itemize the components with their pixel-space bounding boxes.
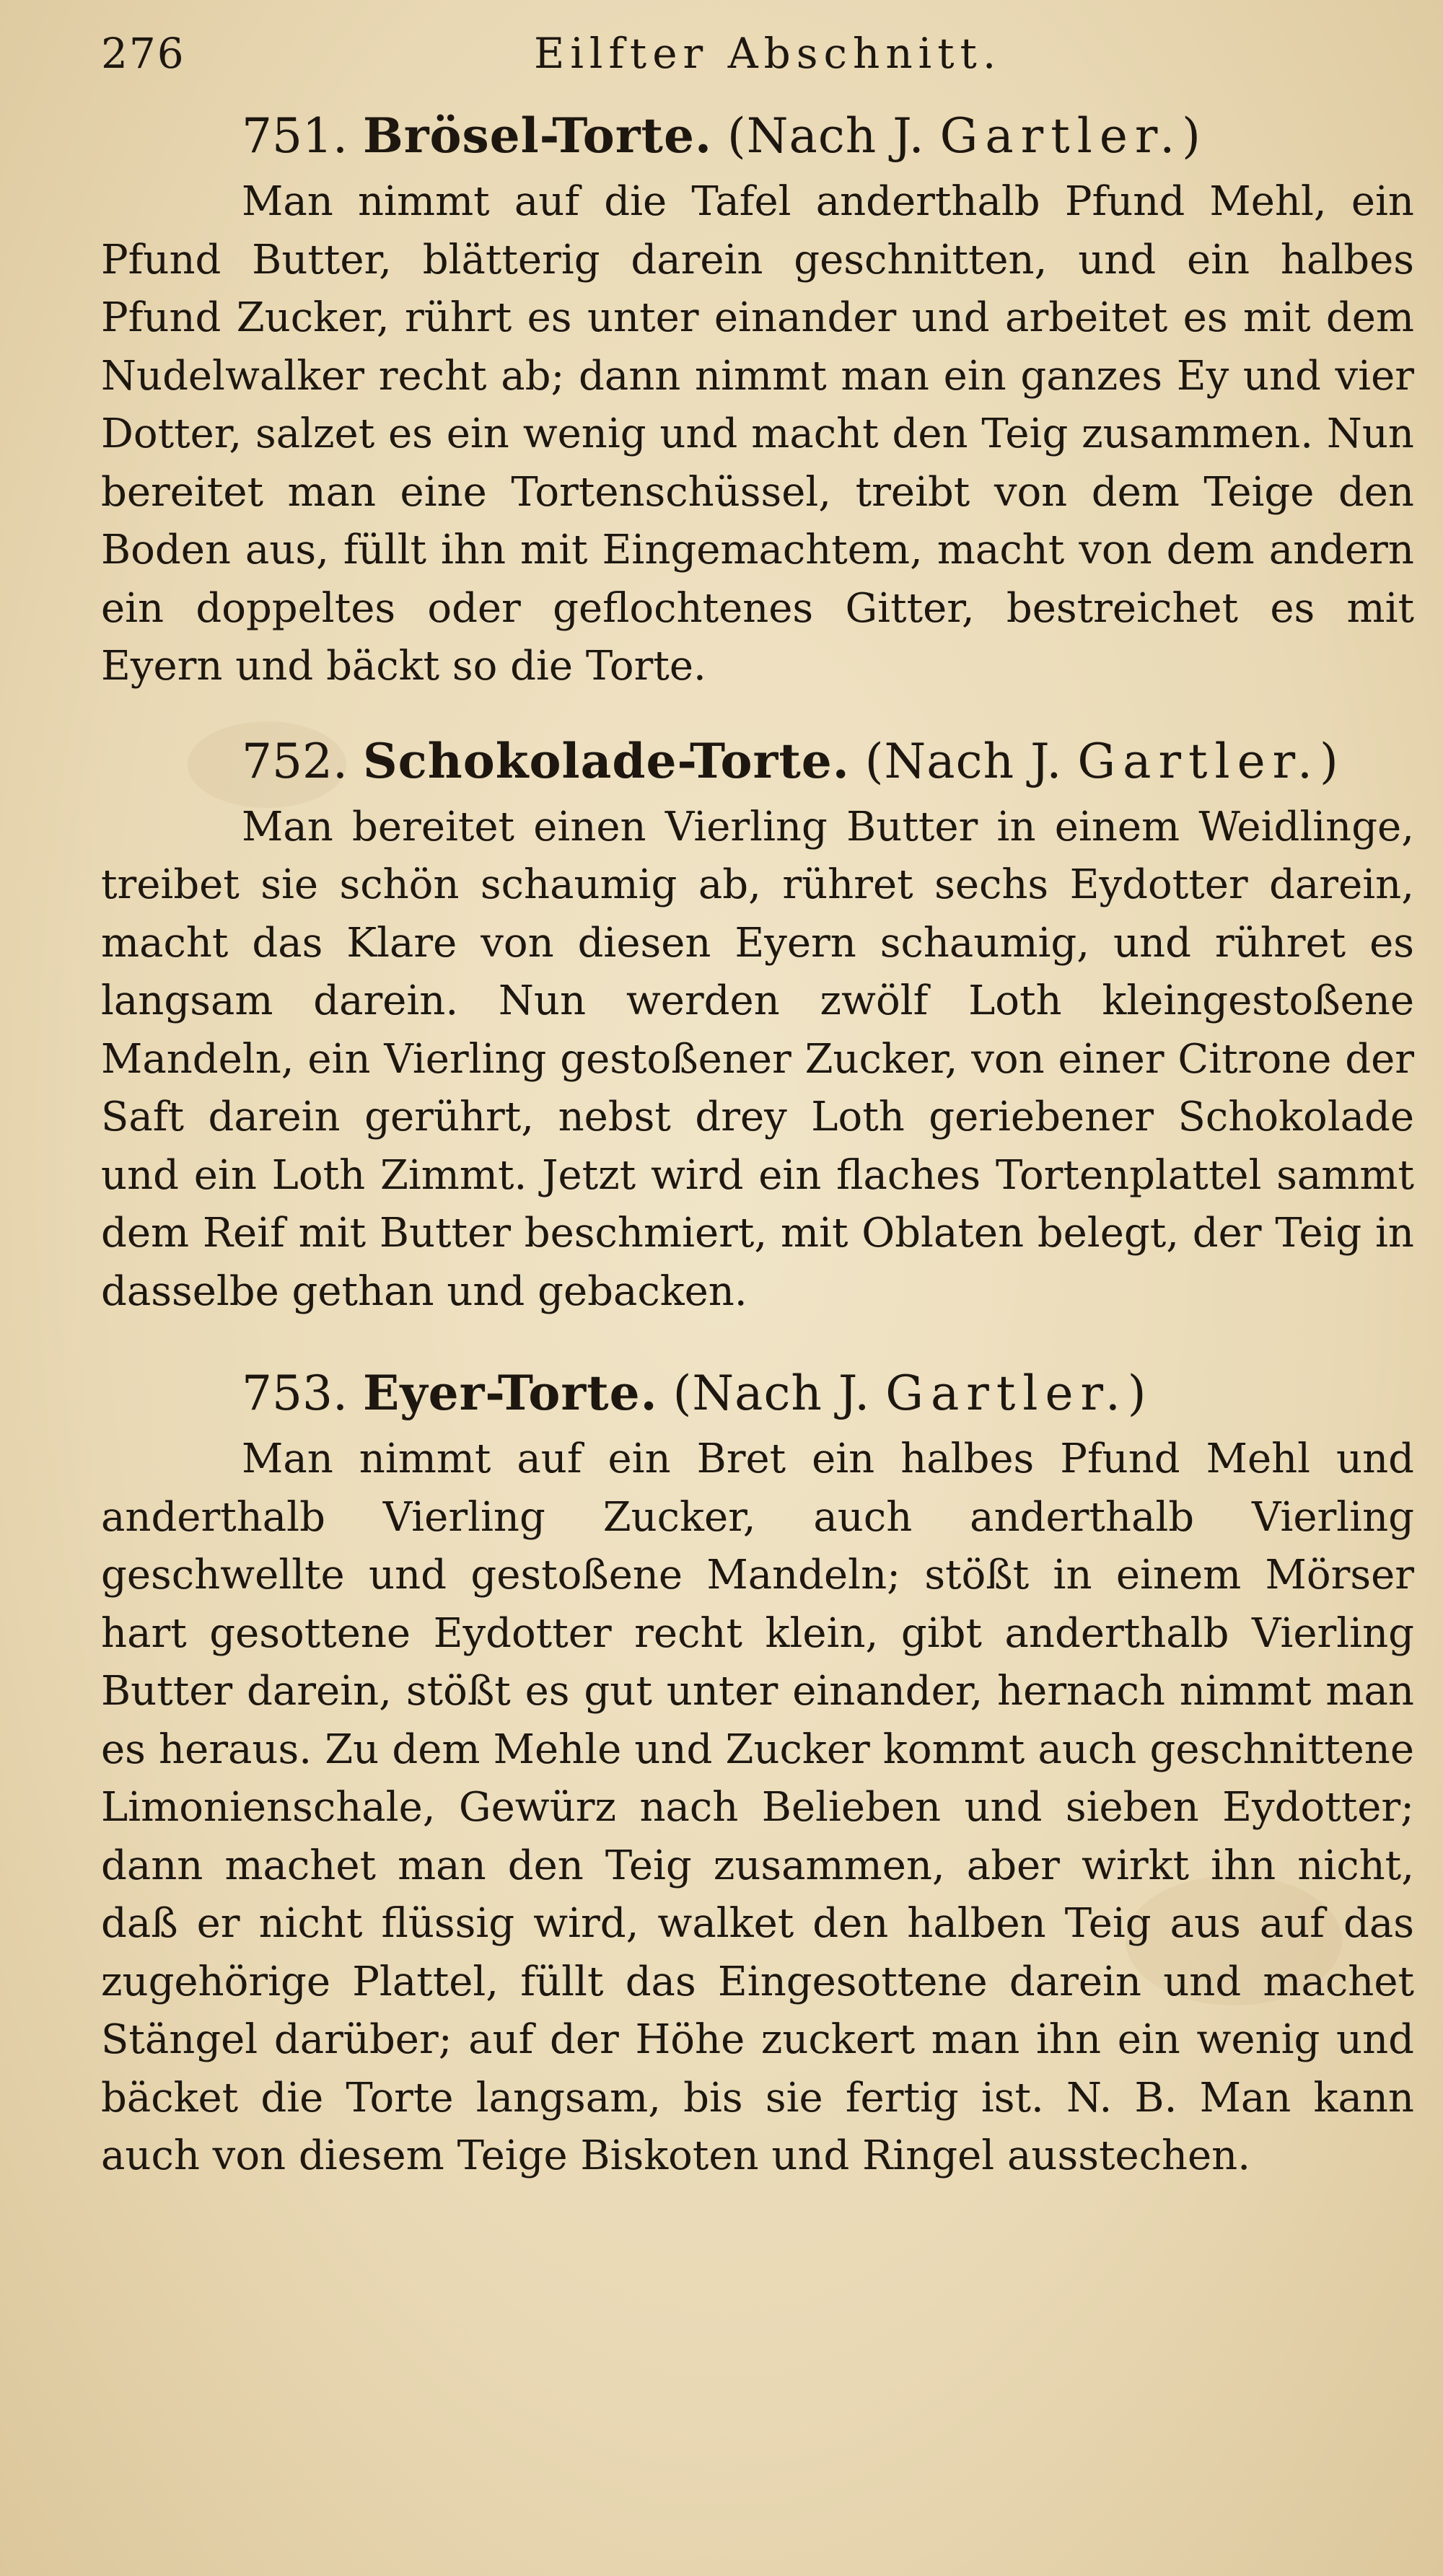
recipe-source-name: Gartler.): [939, 108, 1208, 164]
recipe-753: [101, 1358, 1414, 2186]
recipe-name: Brösel-Torte.: [362, 107, 712, 164]
recipe-title: [101, 726, 1414, 796]
recipe-source-prefix: (Nach J.: [727, 108, 925, 164]
recipe-source-prefix: (Nach J.: [864, 733, 1063, 789]
recipe-source-prefix: (Nach J.: [672, 1366, 871, 1421]
recipe-751: [101, 101, 1414, 696]
recipe-number: 751.: [242, 108, 348, 164]
recipe-text: Man bereitet einen Vierling Butter in einem Weidlinge, treibet sie schön schaumig ab, rühret sechs Eydotter darein, macht das Klare von diesen Eyern schaumig, und rühret es langsam darein. Nun werden zwölf Loth kleingestoßene Mandeln, ein Vierling gestoßener Zucker, von einer Citrone der Saft darein gerührt, nebst drey Loth geriebener Schokolade und ein Loth Zimmt. Jetzt wird ein flaches Tortenplattel sammt dem Reif mit Butter beschmiert, mit Oblaten belegt, der Teig in dasselbe gethan und gebacken.: [101, 803, 1414, 1315]
page-header: [101, 29, 1342, 87]
recipe-name: Schokolade-Torte.: [362, 732, 850, 789]
page-number: 276: [101, 29, 185, 78]
running-head: Eilfter Abschnitt.: [534, 29, 1002, 78]
recipe-text: Man nimmt auf die Tafel anderthalb Pfund Mehl, ein Pfund Butter, blätterig darein geschnitten, und ein halbes Pfund Zucker, rührt es unter einander und arbeitet es mit dem Nudelwalker recht ab; dann nimmt man ein ganzes Ey und vier Dotter, salzet es ein wenig und macht den Teig zusammen. Nun bereitet man eine Tortenschüssel, treibt von dem Teige den Boden aus, füllt ihn mit Eingemachtem, macht von dem andern ein doppeltes oder geflochtenes Gitter, bestreichet es mit Eyern und bäckt so die Torte.: [101, 178, 1414, 690]
recipe-source-name: Gartler.): [885, 1366, 1154, 1421]
recipe-title: [101, 1358, 1414, 1428]
recipe-text: Man nimmt auf ein Bret ein halbes Pfund Mehl und anderthalb Vierling Zucker, auch anderthalb Vierling geschwellte und gestoßene Mandeln; stößt in einem Mörser hart gesottene Eydotter recht klein, gibt anderthalb Vierling Butter darein, stößt es gut unter einander, hernach nimmt man es heraus. Zu dem Mehle und Zucker kommt auch geschnittene Limonienschale, Gewürz nach Belieben und sieben Eydotter; dann machet man den Teig zusammen, aber wirkt ihn nicht, daß er nicht flüssig wird, walket den halben Teig aus auf das zugehörige Plattel, füllt das Eingesottene darein und machet Stängel darüber; auf der Höhe zuckert man ihn ein wenig und bäcket die Torte langsam, bis sie fertig ist. N. B. Man kann auch von diesem Teige Biskoten und Ringel ausstechen.: [101, 1436, 1414, 2179]
recipe-source-name: Gartler.): [1077, 733, 1346, 789]
recipe-number: 753.: [242, 1366, 348, 1421]
page-content: [101, 101, 1414, 2186]
recipe-number: 752.: [242, 733, 348, 789]
recipe-name: Eyer-Torte.: [362, 1365, 658, 1421]
recipe-title: [101, 101, 1414, 170]
recipe-752: [101, 726, 1414, 1322]
